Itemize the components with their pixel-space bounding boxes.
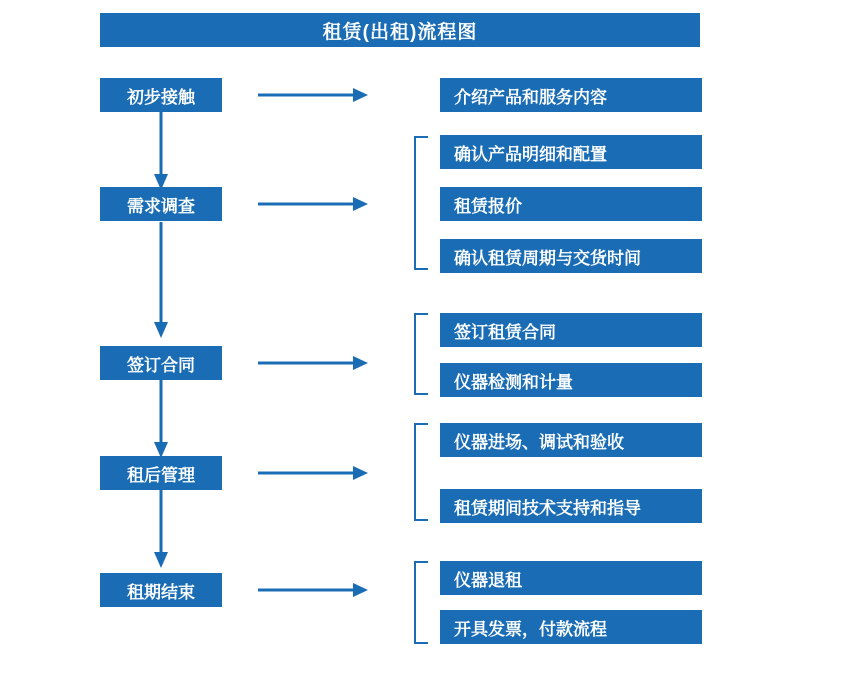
page-title: 租赁(出租)流程图 [100, 13, 700, 47]
detail-node-5-1[interactable]: 仪器退租 [440, 561, 702, 595]
arrow-down-1 [153, 112, 173, 190]
bracket-2 [414, 136, 428, 270]
bracket-5 [414, 561, 428, 644]
arrow-right-4 [258, 463, 368, 483]
detail-node-4-1[interactable]: 仪器进场、调试和验收 [440, 423, 702, 457]
stage-node-4[interactable]: 租后管理 [100, 456, 222, 490]
stage-node-1[interactable]: 初步接触 [100, 78, 222, 112]
arrow-right-2 [258, 194, 368, 214]
stage-node-2[interactable]: 需求调查 [100, 187, 222, 221]
detail-node-2-1[interactable]: 确认产品明细和配置 [440, 135, 702, 169]
stage-node-3[interactable]: 签订合同 [100, 346, 222, 380]
detail-node-1-1[interactable]: 介绍产品和服务内容 [440, 78, 702, 112]
bracket-4 [414, 423, 428, 521]
bracket-3 [414, 313, 428, 395]
arrow-down-4 [153, 490, 173, 568]
arrow-down-2 [153, 222, 173, 338]
arrow-right-5 [258, 580, 368, 600]
detail-node-3-1[interactable]: 签订租赁合同 [440, 313, 702, 347]
arrow-right-3 [258, 353, 368, 373]
detail-node-2-3[interactable]: 确认租赁周期与交货时间 [440, 239, 702, 273]
detail-node-4-2[interactable]: 租赁期间技术支持和指导 [440, 489, 702, 523]
arrow-down-3 [153, 380, 173, 458]
stage-node-5[interactable]: 租期结束 [100, 573, 222, 607]
detail-node-5-2[interactable]: 开具发票，付款流程 [440, 610, 702, 644]
detail-node-3-2[interactable]: 仪器检测和计量 [440, 363, 702, 397]
arrow-right-1 [258, 85, 368, 105]
detail-node-2-2[interactable]: 租赁报价 [440, 187, 702, 221]
